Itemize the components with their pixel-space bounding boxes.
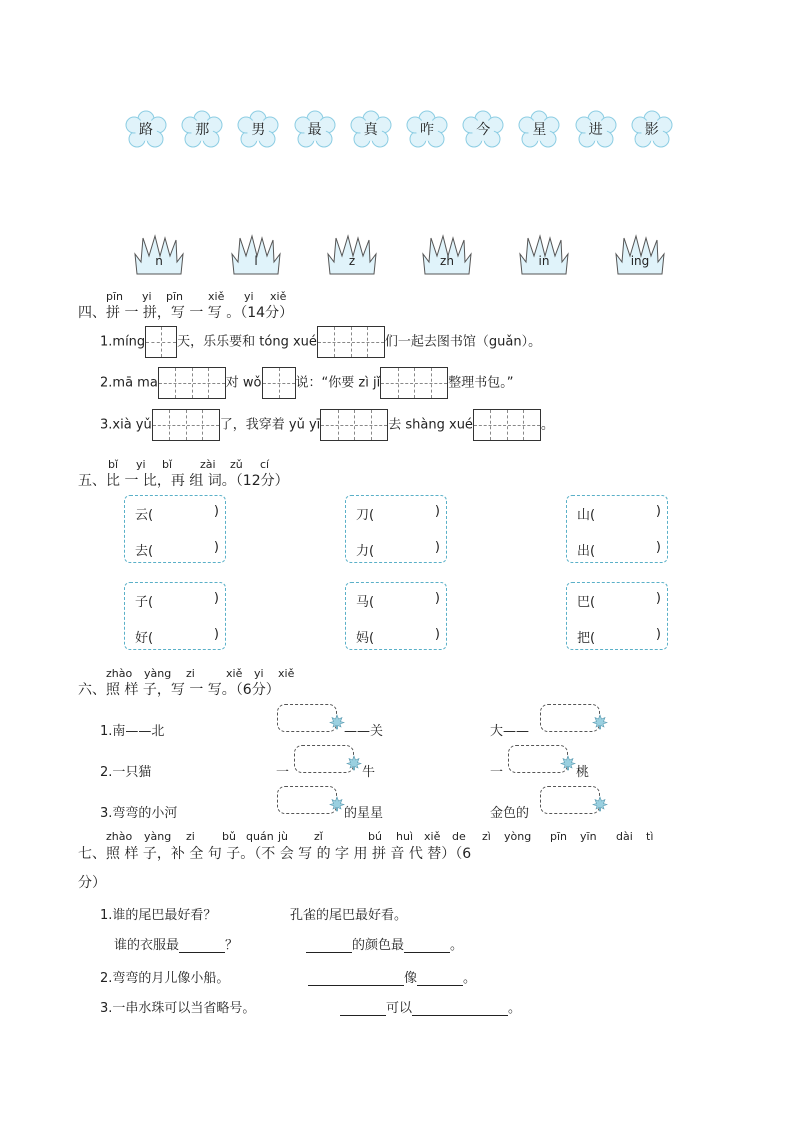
close-paren: ) [434, 504, 440, 519]
answer-box[interactable] [508, 745, 568, 773]
s6-r2-d: 一 [490, 765, 504, 780]
flower-char-text: 咋 [420, 122, 434, 138]
grass-pinyin [230, 234, 282, 276]
flower-char-text: 真 [363, 122, 378, 138]
flower-char-text: 今 [476, 122, 491, 138]
flower-char [630, 110, 674, 150]
word-char: 力( [356, 544, 375, 559]
maple-leaf-icon [592, 714, 608, 730]
grass-pinyin [133, 234, 185, 276]
writing-grid[interactable] [158, 367, 226, 399]
word-fill-row[interactable] [577, 591, 661, 610]
s7-l4-b: 可以 [386, 1001, 413, 1016]
close-paren: ) [655, 540, 661, 555]
flower-char [349, 110, 393, 150]
close-paren: ) [434, 591, 440, 606]
s4-line-1 [100, 326, 541, 358]
s7-line-4-right [340, 997, 521, 1016]
word-compare-box [566, 495, 668, 563]
word-char: 妈( [356, 631, 375, 646]
word-fill-row[interactable] [356, 591, 440, 610]
word-char: 把( [577, 631, 596, 646]
flower-char-text: 星 [532, 122, 547, 138]
s7-l3-a: 2.弯弯的月儿像小船。 [100, 971, 230, 986]
s4-l3-text-b: 了，我穿着 yǔ yī [219, 417, 321, 433]
writing-grid[interactable] [262, 367, 296, 399]
word-fill-row[interactable] [356, 504, 440, 523]
s4-line-3 [100, 409, 554, 441]
word-fill-row[interactable] [577, 540, 661, 559]
grass-pinyin [421, 234, 473, 276]
grass-pinyin-text: z [348, 254, 356, 268]
close-paren: ) [213, 591, 219, 606]
grass-pinyin [326, 234, 378, 276]
s7-l1-a: 1.谁的尾巴最好看？ [100, 908, 217, 923]
writing-grid[interactable] [317, 326, 385, 358]
maple-leaf-icon [592, 796, 608, 812]
close-paren: ) [434, 540, 440, 555]
flower-char-text: 男 [251, 122, 266, 138]
s7-l4-c: 。 [508, 1001, 522, 1016]
close-paren: ) [655, 504, 661, 519]
s4-l3-text-a: 3.xià yǔ [100, 417, 152, 433]
writing-grid[interactable] [380, 367, 448, 399]
word-fill-row[interactable] [135, 591, 219, 610]
s6-r1-c: 大—— [490, 724, 530, 739]
flower-char [124, 110, 168, 150]
s7-l1-b: 孔雀的尾巴最好看。 [290, 908, 408, 923]
blank-line[interactable] [412, 1001, 508, 1016]
grass-pinyin-text: n [155, 254, 163, 268]
s4-l2-text-b: 对 wǒ [225, 375, 262, 391]
flower-char-text: 路 [139, 122, 153, 138]
s4-l1-text-b: 天，乐乐要和 tóng xué [177, 334, 317, 350]
maple-leaf-icon [329, 796, 345, 812]
word-compare-box [124, 582, 226, 650]
word-compare-box [124, 495, 226, 563]
answer-box[interactable] [540, 704, 600, 732]
blank-line[interactable] [404, 938, 450, 953]
s4-l1-text-a: 1.míng [100, 334, 146, 350]
word-char: 出( [577, 544, 596, 559]
section-7-title-cont: 分） [78, 875, 106, 891]
word-fill-row[interactable] [577, 627, 661, 646]
s6-r1-b: ——关 [344, 724, 384, 739]
flower-char [574, 110, 618, 150]
grass-pinyin-text: in [538, 254, 550, 268]
blank-line[interactable] [340, 1001, 386, 1016]
s6-r2-c: 牛 [362, 765, 376, 780]
flower-char [461, 110, 505, 150]
flower-char [236, 110, 280, 150]
blank-line[interactable] [306, 938, 352, 953]
flower-char-text: 那 [195, 122, 210, 138]
s6-r3-b: 的星星 [344, 806, 384, 821]
s6-r2-e: 桃 [576, 765, 590, 780]
grass-pinyin-text: l [254, 254, 258, 268]
word-char: 山( [577, 508, 596, 523]
s7-l2-c: 的颜色最 [352, 938, 405, 953]
word-compare-box [345, 495, 447, 563]
s7-l2-a: 谁的衣服最 [114, 938, 180, 953]
word-fill-row[interactable] [577, 504, 661, 523]
word-compare-box [345, 582, 447, 650]
answer-box[interactable] [540, 786, 600, 814]
s4-l2-text-d: 整理书包。” [448, 375, 514, 391]
s7-line-2-left [114, 934, 238, 953]
s6-r1-a: 1.南——北 [100, 724, 165, 739]
flower-char [405, 110, 449, 150]
close-paren: ) [655, 591, 661, 606]
word-char: 巴( [577, 595, 596, 610]
writing-grid[interactable] [473, 409, 541, 441]
word-char: 马( [356, 595, 375, 610]
s4-l2-text-c: 说：“你要 zì jǐ [295, 375, 381, 391]
close-paren: ) [213, 627, 219, 642]
s7-l3-c: 。 [463, 971, 477, 986]
answer-box[interactable] [294, 745, 354, 773]
close-paren: ) [213, 540, 219, 555]
word-char: 去( [135, 544, 154, 559]
grass-pinyin-text: zh [440, 254, 454, 268]
flower-char-text: 进 [588, 122, 603, 138]
flower-char [517, 110, 561, 150]
blank-line[interactable] [308, 971, 404, 986]
s4-l3-text-d: 。 [540, 417, 554, 433]
flower-char [293, 110, 337, 150]
s7-line-3-right [308, 967, 476, 986]
section-7-title: 七、照 样 子，补 全 句 子。（不 会 写 的 字 用 拼 音 代 替）（6 [78, 846, 472, 862]
word-fill-row[interactable] [135, 504, 219, 523]
word-compare-box [566, 582, 668, 650]
maple-leaf-icon [329, 714, 345, 730]
section-6-title: 六、照 样 子，写 一 写。（6分） [78, 682, 280, 698]
s4-l3-text-c: 去 shàng xué [388, 417, 473, 433]
s4-line-2 [100, 367, 513, 399]
word-fill-row[interactable] [356, 627, 440, 646]
section-5-title: 五、比 一 比，再 组 词。（12分） [78, 473, 289, 489]
s7-l2-d: 。 [450, 938, 464, 953]
s7-line-2-right [306, 934, 463, 953]
word-fill-row[interactable] [135, 627, 219, 646]
word-char: 云( [135, 508, 154, 523]
maple-leaf-icon [560, 755, 576, 771]
grass-pinyin-text: ing [630, 254, 650, 268]
grass-pinyin [614, 234, 666, 276]
s6-r3-c: 金色的 [490, 806, 530, 821]
writing-grid[interactable] [320, 409, 388, 441]
blank-line[interactable] [179, 938, 225, 953]
s4-l1-text-c: 们一起去图书馆（guǎn）。 [384, 334, 542, 350]
word-fill-row[interactable] [356, 540, 440, 559]
s6-r2-a: 2.一只猫 [100, 765, 152, 780]
word-char: 子( [135, 595, 154, 610]
word-char: 好( [135, 631, 154, 646]
word-fill-row[interactable] [135, 540, 219, 559]
s7-l4-a: 3.一串水珠可以当省略号。 [100, 1001, 256, 1016]
answer-box[interactable] [277, 786, 337, 814]
answer-box[interactable] [277, 704, 337, 732]
writing-grid[interactable] [152, 409, 220, 441]
writing-grid[interactable] [145, 326, 177, 358]
s7-l2-b: ？ [225, 938, 239, 953]
maple-leaf-icon [346, 755, 362, 771]
s6-r2-b: 一 [276, 765, 290, 780]
flower-char [180, 110, 224, 150]
s4-l2-text-a: 2.mā ma [100, 375, 158, 391]
grass-pinyin [518, 234, 570, 276]
s6-r3-a: 3.弯弯的小河 [100, 806, 178, 821]
word-char: 刀( [356, 508, 375, 523]
flower-char-text: 影 [644, 122, 659, 138]
blank-line[interactable] [417, 971, 463, 986]
close-paren: ) [655, 627, 661, 642]
s7-l3-b: 像 [404, 971, 418, 986]
flower-char-text: 最 [307, 122, 322, 138]
close-paren: ) [213, 504, 219, 519]
section-4-title: 四、拼 一 拼，写 一 写 。（14分） [78, 305, 294, 321]
close-paren: ) [434, 627, 440, 642]
